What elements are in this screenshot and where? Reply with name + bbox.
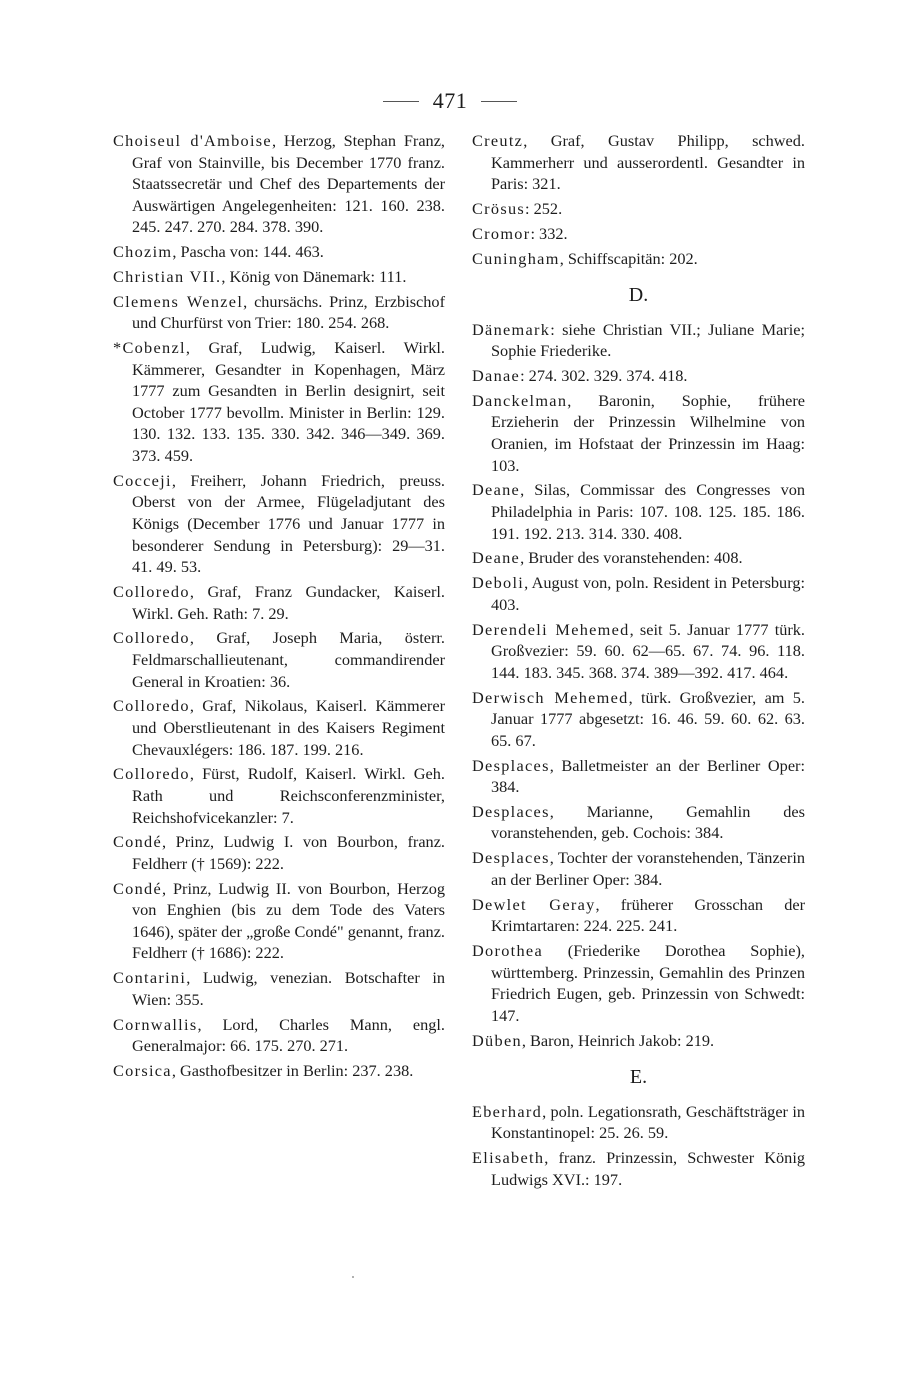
- section-heading-d: D.: [628, 284, 649, 307]
- index-entry: [113, 337, 445, 467]
- entry-text: , franz. Prinzessin, Schwester König Ludwigs XVI.: 197.: [491, 1148, 805, 1189]
- entry-text: , Prinz, Ludwig I. von Bourbon, franz. Feldherr († 1569): 222.: [132, 832, 445, 873]
- entry-headword: Desplaces: [472, 755, 550, 775]
- entry-headword: Elisabeth: [472, 1148, 545, 1168]
- entry-text: , Ludwig, venezian. Botschafter in Wien: 355.: [132, 968, 445, 1009]
- index-entry: [113, 967, 445, 1010]
- entry-headword: Colloredo: [113, 696, 190, 716]
- entry-headword: Desplaces: [472, 801, 550, 821]
- entry-headword: Christian VII.: [113, 266, 222, 286]
- entry-headword: Deane: [472, 480, 521, 500]
- entry-headword: Corsica: [113, 1060, 172, 1080]
- entry-text: , Tochter der voranstehenden, Tänzerin an der Berliner Oper: 384.: [491, 848, 805, 889]
- entry-headword: Contarini: [113, 968, 187, 988]
- entry-headword: Colloredo: [113, 764, 190, 784]
- index-entry: [113, 1060, 445, 1082]
- header-rule-right: [481, 101, 517, 102]
- entry-text: , Baronin, Sophie, frühere Erzieherin der Prinzessin Wilhelmine von Oranien, im Hofstaat der Prinzessin im Haag: 103.: [491, 390, 805, 475]
- index-entry: [113, 581, 445, 624]
- section-e-entries: [472, 1101, 805, 1191]
- entry-text: (Friederike Dorothea Sophie), württemberg. Prinzessin, Gemahlin des Prinzen Friedrich Eugen, geb. Prinzessin von Schwedt: 147.: [491, 941, 805, 1025]
- entry-headword: Danckelman: [472, 390, 568, 410]
- index-entry: [113, 763, 445, 828]
- index-entry: [113, 291, 445, 334]
- entry-headword: Cuningham: [472, 248, 560, 268]
- entry-text: , Graf, Gustav Philipp, schwed. Kammerherr und ausserordentl. Gesandter in Paris: 321.: [491, 131, 805, 194]
- entry-text: , Lord, Charles Mann, engl. Generalmajor: 66. 175. 270. 271.: [132, 1014, 445, 1056]
- page-number: 471: [432, 88, 468, 113]
- entry-text: , chursächs. Prinz, Erzbischof und Churfürst von Trier: 180. 254. 268.: [132, 291, 445, 333]
- index-entry: [472, 687, 805, 752]
- entry-text: , Fürst, Rudolf, Kaiserl. Wirkl. Geh. Rath und Reichsconferenzminister, Reichshofvicekanzler: 7.: [132, 764, 445, 827]
- header-rule-left: [383, 101, 419, 102]
- index-entry: [472, 390, 805, 476]
- entry-text: , seit 5. Januar 1777 türk. Großvezier: 59. 60. 62—65. 67. 74. 96. 118. 144. 183. 345. 368. 374. 389—392. 417. 464.: [491, 619, 805, 682]
- entry-text: , Graf, Ludwig, Kaiserl. Wirkl. Kämmerer, Gesandter in Kopenhagen, März 1777 zum Gesandten in Berlin designirt, seit October 1777 bevollm. Minister in Berlin: 129. 130. 132. 133. 135. 330. 342. 346—349. 369. 373. 459.: [132, 338, 445, 466]
- index-entry: [113, 878, 445, 964]
- index-entry: [472, 198, 805, 220]
- entry-headword: *Cobenzl: [113, 338, 186, 358]
- entry-headword: Chozim: [113, 242, 173, 262]
- entry-headword: Crösus: [472, 198, 526, 218]
- index-entry: [113, 266, 445, 288]
- right-column: [472, 130, 805, 1194]
- right-top-entries: [472, 130, 805, 269]
- index-entry: [472, 130, 805, 195]
- entry-text: : 274. 302. 329. 374. 418.: [520, 366, 688, 386]
- index-entry: [113, 130, 445, 238]
- index-entry: [472, 547, 805, 569]
- index-entry: [472, 223, 805, 245]
- index-entry: [472, 755, 805, 798]
- index-entry: [472, 572, 805, 615]
- entry-text: , Graf, Nikolaus, Kaiserl. Kämmerer und Oberstlieutenant in des Kaisers Regiment Chevauxlégers: 186. 187. 199. 216.: [132, 696, 445, 759]
- entry-text: , Schiffscapitän: 202.: [559, 248, 698, 268]
- index-entry: [472, 847, 805, 890]
- entry-headword: Condé: [113, 878, 163, 898]
- index-entry: [472, 801, 805, 844]
- index-entry: [472, 940, 805, 1026]
- entry-text: : 332.: [530, 223, 568, 243]
- entry-text: , Marianne, Gemahlin des voranstehenden, geb. Cochois: 384.: [491, 801, 805, 843]
- entry-text: , König von Dänemark: 111.: [221, 266, 407, 286]
- index-entry: [472, 1147, 805, 1190]
- index-entry: [472, 365, 805, 387]
- index-entry: [472, 1030, 805, 1052]
- entry-text: , früherer Grosschan der Krimtartaren: 224. 225. 241.: [491, 894, 805, 936]
- entry-headword: Colloredo: [113, 628, 190, 648]
- entry-headword: Colloredo: [113, 582, 190, 601]
- entry-headword: Creutz: [472, 131, 524, 150]
- entry-text: , Balletmeister an der Berliner Oper: 384.: [491, 755, 805, 797]
- section-d-entries: [472, 319, 805, 1051]
- entry-text: , Pascha von: 144. 463.: [172, 242, 324, 262]
- index-entry: [472, 1101, 805, 1144]
- entry-headword: Dänemark: [472, 319, 551, 339]
- page-speck: [352, 1276, 354, 1278]
- entry-headword: Cromor: [472, 223, 531, 243]
- entry-text: , August von, poln. Resident in Petersburg: 403.: [491, 573, 805, 614]
- index-entry: [113, 695, 445, 760]
- entry-text: , Gasthofbesitzer in Berlin: 237. 238.: [171, 1060, 414, 1080]
- page-header: [0, 86, 900, 116]
- left-column: [113, 130, 445, 1085]
- entry-headword: Dorothea: [472, 941, 543, 960]
- entry-headword: Derendeli Mehemed: [472, 619, 630, 639]
- entry-text: , Silas, Commissar des Congresses von Philadelphia in Paris: 107. 108. 125. 185. 186. 191. 192. 213. 314. 330. 408.: [491, 480, 805, 543]
- index-entry: [113, 470, 445, 578]
- entry-headword: Deboli: [472, 573, 525, 593]
- entry-text: : 252.: [525, 198, 563, 218]
- entry-text: : siehe Christian VII.; Juliane Marie; Sophie Friederike.: [491, 319, 805, 361]
- entry-headword: Cocceji: [113, 470, 172, 490]
- entry-headword: Clemens Wenzel: [113, 291, 244, 311]
- index-entry: [472, 248, 805, 270]
- index-entry: [113, 1014, 445, 1057]
- entry-headword: Choiseul d'Amboise: [113, 131, 272, 150]
- section-heading-e: E.: [629, 1066, 648, 1089]
- index-entry: [113, 241, 445, 263]
- index-entry: [113, 627, 445, 692]
- entry-headword: Desplaces: [472, 848, 550, 868]
- entry-text: , Herzog, Stephan Franz, Graf von Stainville, bis December 1770 franz. Staatssecretär und Chef des Departements der Auswärtigen Angelegenheiten: 121. 160. 238. 245. 247. 270. 284. 378. 390.: [132, 131, 445, 237]
- entry-text: , Prinz, Ludwig II. von Bourbon, Herzog von Enghien (bis zu dem Tode des Vaters 1646), später der „große Condé" genannt, franz. Feldherr († 1686): 222.: [132, 878, 445, 963]
- entry-headword: Düben: [472, 1030, 522, 1050]
- entry-headword: Cornwallis: [113, 1014, 198, 1034]
- index-entry: [472, 479, 805, 544]
- entry-headword: Danae: [472, 366, 521, 386]
- entry-text: , türk. Großvezier, am 5. Januar 1777 abgesetzt: 16. 46. 59. 60. 62. 63. 65. 67.: [491, 687, 805, 750]
- entry-text: , Graf, Joseph Maria, österr. Feldmarschallieutenant, commandirender General in Kroatien: 36.: [132, 628, 445, 691]
- index-entry: [472, 319, 805, 362]
- index-entry: [472, 619, 805, 684]
- entry-text: , Freiherr, Johann Friedrich, preuss. Oberst von der Armee, Flügeladjutant des Königs (December 1776 und Januar 1777 in besonderer Sendung in Petersburg): 29—31. 41. 49. 53.: [132, 470, 445, 577]
- entry-headword: Eberhard: [472, 1101, 543, 1121]
- entry-text: , Baron, Heinrich Jakob: 219.: [521, 1030, 715, 1050]
- index-entry: [472, 894, 805, 937]
- entry-headword: Condé: [113, 832, 163, 852]
- entry-headword: Derwisch Mehemed: [472, 687, 629, 707]
- index-entry: [113, 831, 445, 874]
- entry-text: , Graf, Franz Gundacker, Kaiserl. Wirkl. Geh. Rath: 7. 29.: [132, 582, 445, 623]
- entry-headword: Deane: [472, 548, 521, 568]
- entry-text: , Bruder des voranstehenden: 408.: [520, 548, 743, 568]
- entry-headword: Dewlet Geray: [472, 894, 596, 914]
- entry-text: , poln. Legationsrath, Geschäftsträger in Konstantinopel: 25. 26. 59.: [491, 1101, 805, 1143]
